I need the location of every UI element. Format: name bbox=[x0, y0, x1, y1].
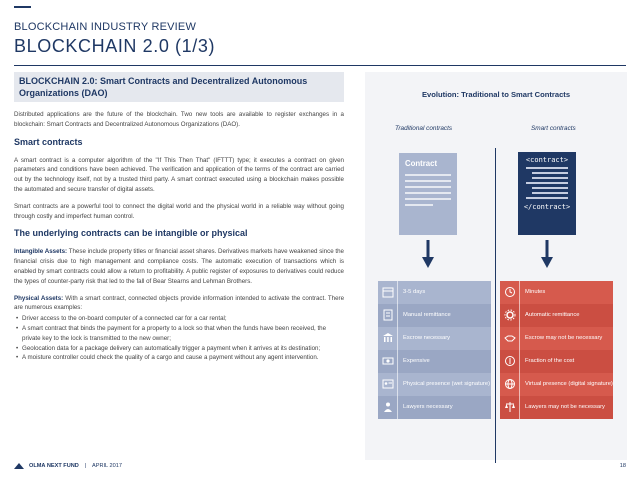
list-item bbox=[378, 281, 491, 304]
smart-contracts-label: Smart contracts bbox=[531, 125, 576, 132]
traditional-contracts-label: Traditional contracts bbox=[395, 125, 453, 132]
row-label: Lawyers necessary bbox=[403, 403, 453, 410]
physical-assets-label: Physical Assets: bbox=[14, 294, 64, 302]
row-label: Escrow necessary bbox=[403, 334, 451, 341]
contract-open-tag: <contract> bbox=[525, 156, 569, 164]
list-item bbox=[378, 350, 491, 373]
list-item bbox=[500, 304, 613, 327]
smart-contracts-heading: Smart contracts bbox=[14, 136, 83, 147]
column-divider bbox=[495, 148, 496, 463]
money-icon bbox=[378, 350, 398, 373]
coin-icon bbox=[500, 350, 520, 373]
list-item bbox=[378, 373, 491, 396]
code-line bbox=[532, 187, 568, 189]
olma-logo-icon bbox=[14, 463, 24, 469]
footer-brand: OLMA NEXT FUND bbox=[29, 463, 79, 469]
section-kicker: BLOCKCHAIN INDUSTRY REVIEW bbox=[14, 21, 197, 33]
list-item bbox=[500, 373, 613, 396]
globe-icon bbox=[500, 373, 520, 396]
list-item bbox=[500, 327, 613, 350]
contract-close-tag: </contract> bbox=[523, 203, 571, 211]
code-line bbox=[526, 197, 568, 199]
contract-line bbox=[405, 186, 451, 188]
footer-date: APRIL 2017 bbox=[92, 463, 122, 469]
row-label: Expensive bbox=[403, 357, 430, 364]
code-line bbox=[532, 177, 568, 179]
row-label: Manual remittance bbox=[403, 311, 451, 318]
list-item: • Driver access to the on-board computer of a connected car for a car rental; bbox=[14, 314, 344, 324]
title-rule bbox=[14, 65, 626, 66]
code-line bbox=[532, 172, 568, 174]
list-item bbox=[378, 396, 491, 419]
list-item: • A smart contract that binds the payment for a property to a lock so that when the funds have been received, the private key to the lock is transmitted to the new owner; bbox=[14, 324, 344, 344]
calendar-icon bbox=[378, 281, 398, 304]
accent-bar bbox=[14, 6, 31, 8]
list-item bbox=[378, 304, 491, 327]
arrow-down-icon bbox=[541, 240, 553, 268]
row-label: Fraction of the cost bbox=[525, 357, 575, 364]
row-label: 3-5 days bbox=[403, 288, 426, 295]
code-line bbox=[526, 167, 568, 169]
page-title: BLOCKCHAIN 2.0 (1/3) bbox=[14, 36, 216, 56]
document-icon bbox=[378, 304, 398, 327]
list-item: • A moisture controller could check the quality of a cargo and cause a payment without any agent intervention. bbox=[14, 353, 344, 363]
intro-paragraph: Distributed applications are the future of the blockchain. Two new tools are available to register exchanges in a blockchain: Smart Contracts and Decentralized Autonomous Organizations (DAO). bbox=[14, 111, 344, 128]
page-number: 18 bbox=[619, 463, 626, 469]
id-card-icon bbox=[378, 373, 398, 396]
contract-line bbox=[405, 192, 451, 194]
list-item: • Geolocation data for a package delivery can automatically trigger a payment when it arrives at its destination; bbox=[14, 344, 344, 354]
building-icon bbox=[378, 327, 398, 350]
row-label: Physical presence (wet signature) bbox=[403, 380, 490, 387]
row-label: Virtual presence (digital signature) bbox=[525, 380, 613, 387]
list-item bbox=[500, 281, 613, 304]
person-icon bbox=[378, 396, 398, 419]
intangible-assets-label: Intangible Assets: bbox=[14, 248, 68, 256]
intangible-assets-paragraph bbox=[14, 247, 344, 286]
list-item bbox=[500, 396, 613, 419]
evolution-title: Evolution: Traditional to Smart Contracts bbox=[421, 90, 571, 99]
gear-icon bbox=[500, 304, 520, 327]
scales-icon bbox=[500, 396, 520, 419]
row-label: Minutes bbox=[525, 288, 546, 295]
code-line bbox=[532, 192, 568, 194]
contract-card-title: Contract bbox=[405, 159, 438, 168]
smart-contracts-paragraph-2: Smart contracts are a powerful tool to connect the digital world and the physical world in a reliable way without going through costly and imperfect human control. bbox=[14, 202, 344, 220]
section-heading-box: BLOCKCHAIN 2.0: Smart Contracts and Decentralized Autonomous Organizations (DAO) bbox=[14, 72, 344, 102]
contract-line bbox=[405, 204, 433, 206]
handshake-icon bbox=[500, 327, 520, 350]
underlying-contracts-heading: The underlying contracts can be intangible or physical bbox=[14, 228, 248, 239]
paper-contract-illustration bbox=[399, 153, 457, 235]
intangible-assets-text: These include property titles or financial asset shares. Derivatives markets have weakened since the financial crisis due to high management and compliance costs. The automatic execution of transactions which is enabled by smart contracts could allow a return to profitability. A public register of exposures to derivatives could reduce the types of counter-party risk that led to the fall of Bear Stearns and Lehman Brothers. bbox=[14, 248, 344, 285]
list-item bbox=[378, 327, 491, 350]
evolution-panel bbox=[365, 72, 627, 460]
arrow-down-icon bbox=[422, 240, 434, 268]
row-label: Automatic remittance bbox=[525, 311, 580, 318]
footer-separator: | bbox=[85, 463, 87, 469]
smart-contracts-paragraph-1: A smart contract is a computer algorithm of the "If This Then That" (IFTTT) type; it executes a contract on given parameters and conditions have been achieved. The verification and application of the terms of the contract are carried out by the technology itself, not by a trusted third party. A smart contract executed using a blockchain makes possible the automated and secure transfer of digital assets. bbox=[14, 156, 344, 193]
contract-line bbox=[405, 198, 451, 200]
row-label: Lawyers may not be necessary bbox=[525, 403, 605, 410]
traditional-features-list bbox=[378, 281, 491, 419]
page-footer bbox=[14, 461, 626, 473]
clock-icon bbox=[500, 281, 520, 304]
code-line bbox=[526, 182, 568, 184]
contract-line bbox=[405, 180, 451, 182]
left-column bbox=[14, 110, 344, 363]
code-contract-illustration bbox=[518, 152, 576, 235]
examples-list bbox=[14, 314, 344, 363]
contract-line bbox=[405, 174, 451, 176]
physical-assets-paragraph bbox=[14, 294, 344, 314]
row-label: Escrow may not be necessary bbox=[525, 334, 603, 341]
physical-assets-text: With a smart contract, connected objects provide information intended to activate the contract. There are numerous examples: bbox=[14, 294, 345, 312]
list-item bbox=[500, 350, 613, 373]
smart-features-list bbox=[500, 281, 613, 419]
